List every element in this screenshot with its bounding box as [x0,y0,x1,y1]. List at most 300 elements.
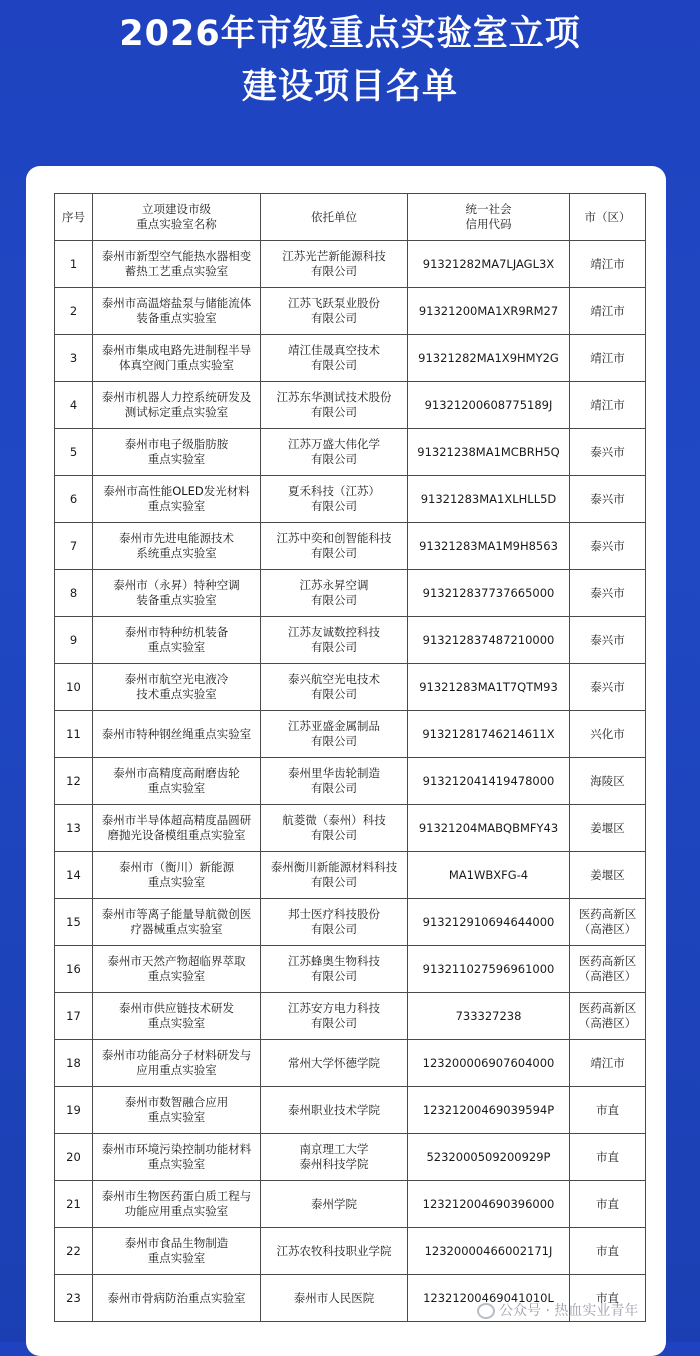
cell-unit-text: 江苏万盛大伟化学 [288,437,380,451]
table-row [55,335,646,382]
cell-no-text: 2 [69,303,78,318]
cell-unit [261,1040,408,1087]
cell-lab-name-text: 泰州市特种钢丝绳重点实验室 [101,726,252,741]
cell-unit-text: 夏禾科技（江苏） [288,484,380,498]
wechat-icon [477,1303,495,1319]
cell-unit-text: 泰州市人民医院 [293,1290,375,1305]
cell-unit-text: 江苏安方电力科技 [288,1001,380,1015]
cell-no [55,1275,93,1322]
cell-credit-code-text: 913212910694644000 [422,914,555,929]
cell-no [55,946,93,993]
cell-unit [261,1087,408,1134]
cell-no-text: 14 [66,867,81,882]
cell-unit-text: 江苏光芒新能源科技 [282,249,386,263]
cell-no-text: 8 [69,585,78,600]
cell-lab-name-text: 泰州市集成电路先进制程半导 [101,343,252,357]
table-row [55,382,646,429]
cell-area-text: 靖江市 [590,256,625,271]
cell-lab-name-text: 重点实验室 [147,1110,206,1124]
cell-unit-text: 有限公司 [311,875,357,889]
cell-lab-name [93,288,261,335]
cell-area-text: 市直 [596,1243,619,1258]
cell-credit-code-text: 913212837737665000 [422,585,555,600]
cell-unit [261,993,408,1040]
cell-credit-code [408,899,570,946]
cell-no-text: 12 [66,773,81,788]
cell-area [570,476,646,523]
cell-unit [261,288,408,335]
table-row [55,758,646,805]
cell-unit-text: 有限公司 [311,499,357,513]
cell-credit-code-text: 91321200MA1XR9RM27 [418,303,559,318]
cell-unit-text: 有限公司 [311,452,357,466]
cell-unit [261,805,408,852]
cell-no-text: 18 [66,1055,81,1070]
cell-unit [261,241,408,288]
cell-credit-code [408,1228,570,1275]
cell-unit-text: 江苏友诚数控科技 [288,625,380,639]
cell-credit-code-text: 91321283MA1XLHLL5D [420,491,557,506]
cell-lab-name-text: 泰州市机器人力控系统研发及 [101,390,252,404]
cell-lab-name-text: 磨抛光设备模组重点实验室 [107,828,246,842]
cell-area [570,570,646,617]
cell-area [570,241,646,288]
cell-credit-code-text: 91321281746214611X [422,726,555,741]
cell-no [55,476,93,523]
cell-lab-name [93,617,261,664]
cell-area [570,1087,646,1134]
watermark-text: 公众号 · 热血实业青年 [499,1303,639,1319]
cell-area [570,852,646,899]
cell-credit-code [408,1181,570,1228]
cell-credit-code [408,523,570,570]
cell-unit-text: 有限公司 [311,358,357,372]
cell-credit-code-text: 913211027596961000 [422,961,555,976]
header-lab-name-line1: 立项建设市级 [142,202,211,216]
cell-area [570,1228,646,1275]
cell-credit-code [408,476,570,523]
cell-lab-name-text: 重点实验室 [147,1157,206,1171]
cell-unit [261,429,408,476]
cell-area [570,711,646,758]
cell-area [570,758,646,805]
cell-credit-code-text: 91321238MA1MCBRH5Q [417,444,560,459]
cell-unit-text: 有限公司 [311,640,357,654]
cell-lab-name-text: 泰州市高温熔盐泵与储能流体 [101,296,252,310]
table-row [55,664,646,711]
cell-no [55,805,93,852]
cell-area-text: 泰兴市 [590,585,625,600]
cell-no-text: 7 [69,538,78,553]
cell-lab-name-text: 泰州市环境污染控制功能材料 [101,1142,252,1156]
cell-no [55,570,93,617]
table-row [55,429,646,476]
table-row [55,899,646,946]
cell-credit-code-text: 123212004690396000 [422,1196,555,1211]
cell-credit-code-text: 5232000509200929P [426,1149,551,1164]
table-row [55,711,646,758]
cell-credit-code [408,1087,570,1134]
cell-area-text: 市直 [596,1196,619,1211]
title-line-1: 2026年市级重点实验室立项 [119,14,581,54]
cell-no-text: 1 [69,256,78,271]
cell-lab-name-text: 重点实验室 [147,452,206,466]
cell-lab-name [93,1228,261,1275]
cell-lab-name [93,899,261,946]
header-credit-code [408,194,570,241]
cell-area-text: 靖江市 [590,350,625,365]
cell-unit [261,476,408,523]
cell-no [55,335,93,382]
table-row [55,1087,646,1134]
cell-no [55,1181,93,1228]
cell-unit [261,335,408,382]
cell-credit-code [408,335,570,382]
cell-credit-code [408,758,570,805]
cell-unit-text: 有限公司 [311,781,357,795]
table-row [55,946,646,993]
cell-no [55,288,93,335]
cell-lab-name-text: 重点实验室 [147,640,206,654]
table-row [55,523,646,570]
cell-area [570,899,646,946]
cell-unit-text: 靖江佳晟真空技术 [288,343,380,357]
table-row [55,1040,646,1087]
cell-area-text: 姜堰区 [590,867,625,882]
cell-lab-name-text: 系统重点实验室 [136,546,217,560]
cell-lab-name-text: 泰州市特种纺机装备 [124,625,229,639]
cell-unit [261,382,408,429]
cell-lab-name [93,1275,261,1322]
table-header-row [55,194,646,241]
cell-area-text: （高港区） [578,1016,637,1030]
table-row [55,241,646,288]
cell-credit-code [408,1134,570,1181]
cell-lab-name [93,335,261,382]
cell-lab-name-text: 技术重点实验室 [136,687,217,701]
cell-no-text: 16 [66,961,81,976]
cell-lab-name [93,476,261,523]
cell-unit-text: 邦士医疗科技股份 [288,907,380,921]
cell-credit-code-text: 12320000690760400​0 [422,1055,555,1070]
cell-unit-text: 有限公司 [311,1016,357,1030]
cell-no-text: 11 [66,726,81,741]
watermark [477,1300,638,1320]
cell-unit [261,1181,408,1228]
cell-no-text: 22 [66,1243,81,1258]
cell-unit-text: 江苏蜂奥生物科技 [288,954,380,968]
cell-unit-text: 有限公司 [311,311,357,325]
cell-lab-name [93,382,261,429]
table-row [55,852,646,899]
cell-unit [261,1134,408,1181]
cell-credit-code [408,382,570,429]
cell-area-text: 泰兴市 [590,679,625,694]
cell-credit-code-text: 91321282MA1X9HMY2G [418,350,559,365]
cell-area [570,664,646,711]
cell-lab-name-text: 泰州市食品生物制造 [124,1236,229,1250]
cell-unit-text: 江苏永昇空调 [299,578,369,592]
cell-credit-code [408,429,570,476]
cell-lab-name-text: 泰州市新型空气能热水器相变 [101,249,252,263]
cell-unit-text: 泰州衡川新能源材料科技 [270,860,398,874]
cell-area [570,805,646,852]
cell-no [55,852,93,899]
table-row [55,476,646,523]
cell-no [55,993,93,1040]
cell-area-text: 泰兴市 [590,538,625,553]
cell-unit [261,852,408,899]
cell-area [570,617,646,664]
table-row [55,1228,646,1275]
cell-lab-name [93,429,261,476]
cell-no-text: 10 [66,679,81,694]
header-lab-name [93,194,261,241]
page-title [0,8,700,114]
cell-no-text: 6 [69,491,78,506]
cell-lab-name-text: 泰州市航空光电液冷 [124,672,229,686]
cell-no-text: 15 [66,914,81,929]
cell-credit-code [408,1040,570,1087]
header-code-line1: 统一社会 [465,202,512,216]
cell-no-text: 19 [66,1102,81,1117]
cell-lab-name-text: 泰州市先进电能源技术 [119,531,234,545]
cell-lab-name-text: 泰州市（衡川）新能源 [119,860,234,874]
cell-no [55,1040,93,1087]
cell-unit-text: 江苏飞跃泵业股份 [288,296,380,310]
header-lab-name-line2: 重点实验室名称 [136,217,217,231]
cell-lab-name [93,241,261,288]
cell-no [55,711,93,758]
cell-area-text: 泰兴市 [590,491,625,506]
cell-no [55,758,93,805]
cell-credit-code [408,570,570,617]
cell-no-text: 3 [69,350,78,365]
title-line-2: 建设项目名单 [241,67,458,107]
cell-area-text: 海陵区 [590,773,625,788]
cell-unit [261,570,408,617]
cell-lab-name-text: 泰州市天然产物超临界萃取 [107,954,246,968]
cell-unit-text: 有限公司 [311,687,357,701]
table-row [55,617,646,664]
cell-area [570,1134,646,1181]
cell-lab-name-text: 重点实验室 [147,1251,206,1265]
cell-lab-name-text: 泰州市骨病防治重点实验室 [107,1290,246,1305]
cell-lab-name-text: 泰州市生物医药蛋白质工程与 [101,1189,252,1203]
cell-lab-name-text: 重点实验室 [147,499,206,513]
cell-lab-name [93,711,261,758]
cell-credit-code [408,946,570,993]
cell-no-text: 4 [69,397,78,412]
cell-credit-code-text: 12321200469039594P [422,1102,555,1117]
cell-area-text: 兴化市 [590,726,625,741]
cell-area-text: 泰兴市 [590,632,625,647]
cell-lab-name-text: 重点实验室 [147,875,206,889]
cell-lab-name-text: 泰州市（永昇）特种空调 [113,578,240,592]
cell-no-text: 23 [66,1290,81,1305]
cell-no-text: 20 [66,1149,81,1164]
cell-unit-text: 泰兴航空光电技术 [288,672,380,686]
cell-lab-name [93,993,261,1040]
cell-lab-name-text: 功能应用重点实验室 [124,1204,229,1218]
cell-lab-name-text: 泰州市供应链技术研发 [119,1001,234,1015]
cell-lab-name-text: 重点实验室 [147,969,206,983]
cell-lab-name-text: 装备重点实验室 [136,593,217,607]
cell-lab-name-text: 蓄热工艺重点实验室 [124,264,229,278]
cell-area-text: 靖江市 [590,397,625,412]
cell-no-text: 13 [66,820,81,835]
cell-credit-code-text: 12320000466002171J [424,1243,553,1258]
cell-lab-name [93,523,261,570]
cell-unit-text: 常州大学怀德学院 [288,1055,380,1070]
cell-no-text: 9 [69,632,78,647]
cell-credit-code [408,993,570,1040]
cell-lab-name-text: 泰州市电子级脂肪胺 [124,437,229,451]
cell-lab-name [93,805,261,852]
cell-unit [261,523,408,570]
header-code-line2: 信用代码 [465,217,512,231]
cell-unit-text: 江苏农牧科技职业学院 [276,1243,392,1258]
cell-credit-code [408,664,570,711]
project-table [54,193,646,1322]
table-row [55,1134,646,1181]
cell-credit-code-text: 733327238 [455,1008,522,1023]
cell-unit-text: 有限公司 [311,828,357,842]
cell-lab-name-text: 疗器械重点实验室 [130,922,223,936]
cell-credit-code [408,617,570,664]
cell-lab-name-text: 泰州市数智融合应用 [124,1095,229,1109]
cell-credit-code-text: 91321283MA1M9H8563 [419,538,558,553]
cell-no-text: 21 [66,1196,81,1211]
cell-lab-name-text: 泰州市等离子能量导航微创医 [101,907,252,921]
cell-lab-name [93,1040,261,1087]
cell-lab-name [93,1134,261,1181]
cell-area-text: 泰兴市 [590,444,625,459]
cell-area [570,382,646,429]
cell-lab-name [93,852,261,899]
table-row [55,288,646,335]
cell-lab-name [93,758,261,805]
cell-credit-code-text: 913212041419478000 [422,773,555,788]
cell-no-text: 5 [69,444,78,459]
cell-credit-code-text: 91321283MA1T7QTM93 [419,679,558,694]
cell-unit [261,711,408,758]
cell-lab-name-text: 泰州市高精度高耐磨齿轮 [113,766,240,780]
cell-credit-code [408,288,570,335]
cell-unit [261,664,408,711]
cell-no [55,241,93,288]
cell-lab-name-text: 泰州市高性能OLED发光材料 [103,484,250,498]
cell-no [55,899,93,946]
cell-unit-text: 有限公司 [311,593,357,607]
cell-area-text: 市直 [596,1149,619,1164]
cell-area-text: （高港区） [578,969,637,983]
cell-unit-text: 泰州里华齿轮制造 [288,766,380,780]
cell-unit-text: 有限公司 [311,734,357,748]
cell-area [570,1040,646,1087]
cell-area-text: 市直 [596,1290,619,1305]
cell-area [570,335,646,382]
cell-unit-text: 有限公司 [311,546,357,560]
cell-area-text: 医药高新区 [578,954,637,968]
cell-area-text: 市直 [596,1102,619,1117]
cell-lab-name [93,946,261,993]
cell-credit-code [408,852,570,899]
cell-unit-text: 南京理工大学 [299,1142,369,1156]
cell-no [55,1228,93,1275]
cell-area [570,1181,646,1228]
header-area: 市（区） [570,194,646,241]
cell-no [55,429,93,476]
cell-unit [261,758,408,805]
cell-unit-text: 有限公司 [311,969,357,983]
cell-credit-code [408,241,570,288]
cell-area-text: 医药高新区 [578,1001,637,1015]
cell-lab-name [93,1087,261,1134]
cell-lab-name-text: 重点实验室 [147,781,206,795]
cell-area [570,993,646,1040]
cell-unit-text: 泰州学院 [311,1196,357,1211]
table-row [55,1181,646,1228]
cell-credit-code [408,805,570,852]
cell-area-text: 靖江市 [590,303,625,318]
cell-area-text: （高港区） [578,922,637,936]
cell-lab-name-text: 测试标定重点实验室 [124,405,229,419]
cell-area [570,946,646,993]
cell-unit [261,617,408,664]
cell-unit-text: 江苏东华测试技术股份 [276,390,392,404]
cell-no [55,1134,93,1181]
cell-unit-text: 江苏亚盛金属制品 [288,719,380,733]
cell-lab-name [93,1181,261,1228]
cell-area-text: 靖江市 [590,1055,625,1070]
cell-no [55,664,93,711]
cell-no [55,382,93,429]
cell-credit-code-text: 91321282MA7LJAGL3X [422,256,555,271]
cell-unit-text: 有限公司 [311,405,357,419]
cell-credit-code-text: 91321204MABQBMFY43 [418,820,559,835]
cell-lab-name-text: 泰州市功能高分子材料研发与 [101,1048,252,1062]
cell-no-text: 17 [66,1008,81,1023]
cell-credit-code-text: 12321200469041010L [423,1290,554,1305]
cell-unit-text: 江苏中奕和创智能科技 [276,531,392,545]
cell-lab-name-text: 重点实验室 [147,1016,206,1030]
cell-unit-text: 有限公司 [311,922,357,936]
cell-unit [261,946,408,993]
cell-lab-name-text: 体真空阀门重点实验室 [119,358,234,372]
cell-area [570,429,646,476]
cell-lab-name-text: 装备重点实验室 [136,311,217,325]
cell-unit-text: 泰州职业技术学院 [288,1102,380,1117]
cell-unit-text: 航菱微（泰州）科技 [282,813,386,827]
cell-unit [261,899,408,946]
cell-no [55,523,93,570]
table-row [55,570,646,617]
table-row [55,993,646,1040]
cell-unit [261,1275,408,1322]
header-no: 序号 [55,194,93,241]
cell-no [55,617,93,664]
cell-no [55,1087,93,1134]
cell-credit-code-text: 913212837487210000 [422,632,555,647]
cell-lab-name [93,570,261,617]
cell-unit [261,1228,408,1275]
cell-unit-text: 泰州科技学院 [299,1157,369,1171]
cell-area [570,523,646,570]
cell-area-text: 姜堰区 [590,820,625,835]
table-row [55,805,646,852]
cell-credit-code-text: MA1WBXFG-4 [448,867,529,882]
